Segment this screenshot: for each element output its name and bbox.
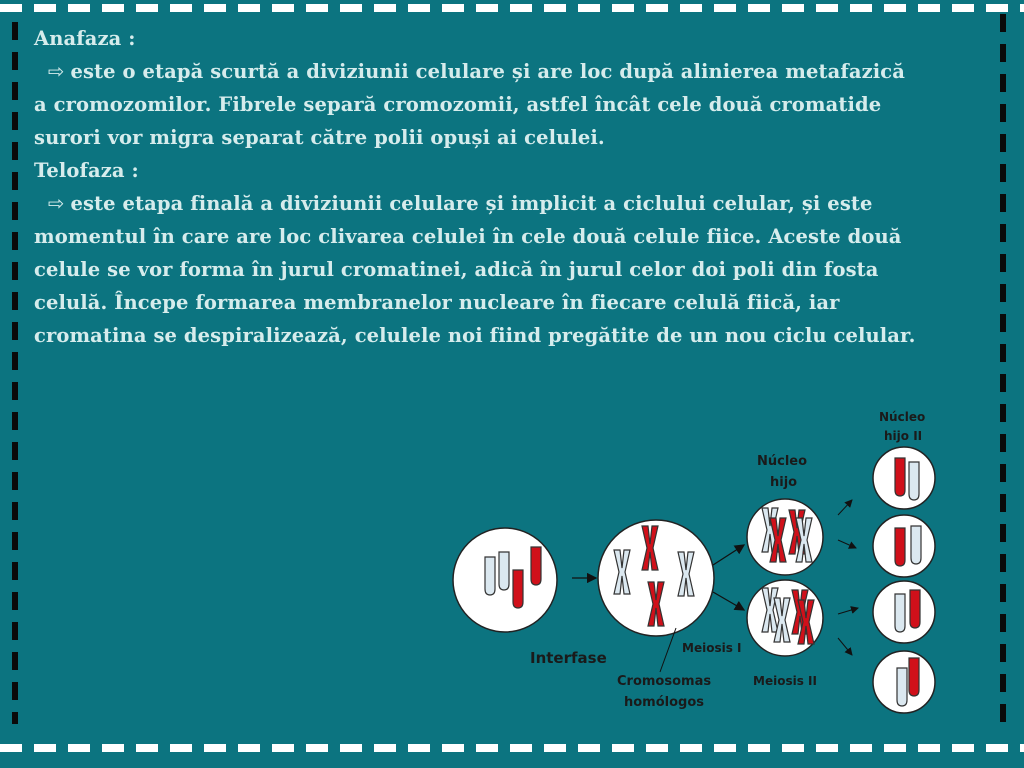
telofaza-line-1: ⇨ este etapa finală a diviziunii celulare și implicit a ciclului celular, și este [48, 192, 873, 215]
left-dashed-border [12, 22, 18, 724]
anafaza-line-3: surori vor migra separat către polii opuși ai celulei. [34, 126, 605, 149]
telofaza-line-4: celulă. Începe formarea membranelor nucleare în fiecare celulă fiică, iar [34, 291, 840, 314]
homologous-cell [598, 520, 714, 636]
granddaughter-cell-4 [873, 651, 935, 713]
granddaughter-cell-2 [873, 515, 935, 577]
granddaughter-cell-1 [873, 447, 935, 509]
label-nucleo-hijo-ii-2: hijo II [884, 429, 923, 443]
anafaza-line-2: a cromozomilor. Fibrele separă cromozomii, astfel încât cele două cromatide [34, 93, 882, 116]
arrow-upper [713, 545, 744, 565]
slide-text [34, 22, 984, 352]
granddaughter-cell-3 [873, 581, 935, 643]
interfase-cell [453, 528, 557, 632]
label-homologos: homólogos [624, 695, 705, 710]
meiosis-diagram [440, 400, 1000, 730]
telofaza-title: Telofaza : [34, 159, 139, 182]
label-nucleo-hijo-2: hijo [770, 475, 798, 490]
arrow-lower [713, 592, 744, 610]
label-nucleo-hijo-1: Núcleo [757, 454, 808, 469]
telofaza-line-2: momentul în care are loc clivarea celulei în cele două celule fiice. Aceste două [34, 225, 902, 248]
label-interfase: Interfase [530, 649, 607, 667]
telofaza-line-3: celule se vor forma în jurul cromatinei, adică în jurul celor doi poli din fosta [34, 258, 879, 281]
label-meiosis-1: Meiosis I [682, 641, 742, 655]
label-meiosis-2: Meiosis II [753, 674, 817, 688]
daughter-cell-bottom [747, 580, 823, 656]
daughter-cell-top [747, 499, 823, 575]
telofaza-line-5: cromatina se despiralizează, celulele noi fiind pregătite de un nou ciclu celular. [34, 324, 916, 347]
bottom-dashed-border [0, 744, 1024, 752]
label-cromosomas: Cromosomas [617, 674, 712, 689]
right-dashed-border [1000, 14, 1006, 734]
label-nucleo-hijo-ii-1: Núcleo [879, 410, 926, 424]
arrow-right-icon: ⇨ [48, 192, 65, 215]
anafaza-title: Anafaza : [34, 27, 136, 50]
arrow-right-icon: ⇨ [48, 60, 65, 83]
anafaza-line-1: ⇨ este o etapă scurtă a diviziunii celulare și are loc după alinierea metafazică [48, 60, 905, 83]
top-dashed-border [0, 4, 1024, 12]
